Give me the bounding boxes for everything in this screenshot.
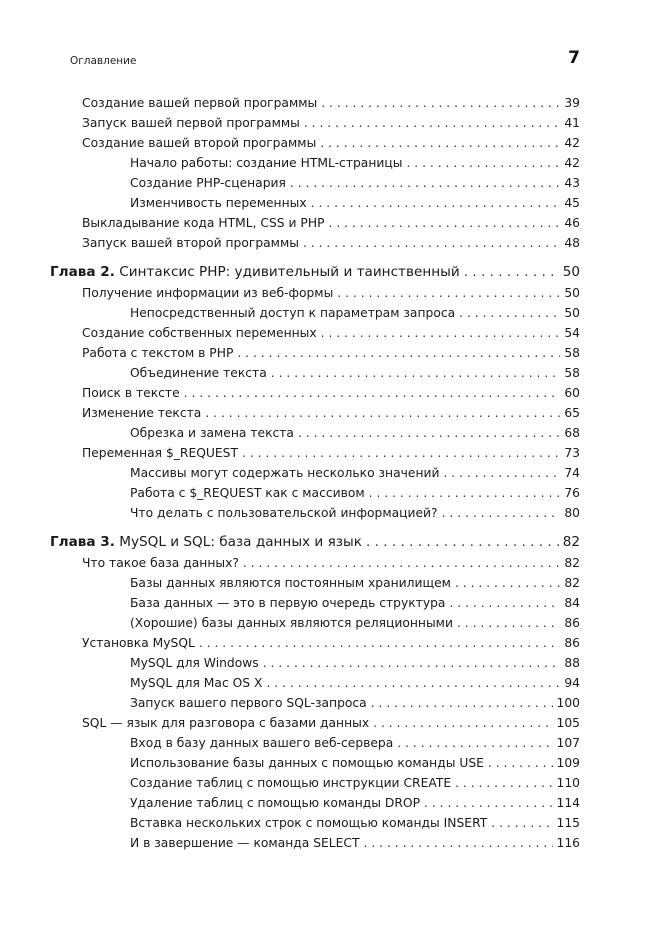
entry-title: Запуск вашего первого SQL-запроса — [130, 693, 371, 713]
entry-title: Что такое база данных? — [82, 553, 243, 573]
entry-title: MySQL для Windows — [130, 653, 263, 673]
entry-page: 86 — [564, 636, 580, 650]
toc-entry[interactable] — [0, 233, 580, 253]
entry-title: Запуск вашей первой программы — [82, 113, 304, 133]
toc-chapter[interactable] — [0, 262, 580, 283]
entry-title: База данных — это в первую очередь структура — [130, 593, 449, 613]
entry-page: 58 — [564, 366, 580, 380]
entry-page: 82 — [564, 556, 580, 570]
dot-leader — [329, 213, 561, 233]
entry-title: Что делать с пользовательской информацией? — [130, 503, 442, 523]
entry-page: 45 — [564, 196, 580, 210]
entry-title: Запуск вашей второй программы — [82, 233, 303, 253]
entry-title: Создание собственных переменных — [82, 323, 321, 343]
toc-entry[interactable] — [0, 283, 580, 303]
toc-subentry[interactable] — [0, 773, 580, 793]
entry-title: Удаление таблиц с помощью команды DROP — [130, 793, 424, 813]
entry-page: 76 — [564, 486, 580, 500]
dot-leader — [406, 153, 560, 173]
entry-title: MySQL для Mac OS X — [130, 673, 266, 693]
entry-page: 73 — [564, 446, 580, 460]
entry-title: Переменная $_REQUEST — [82, 443, 242, 463]
dot-leader — [366, 532, 559, 552]
chapter-name: Синтаксис PHP: удивительный и таинственный — [119, 264, 460, 280]
chapter-label: Глава 2. — [50, 264, 115, 280]
entry-title: Изменение текста — [82, 403, 205, 423]
chapter-title — [50, 532, 366, 552]
toc-subentry[interactable] — [0, 153, 580, 173]
dot-leader — [459, 303, 560, 323]
chapter-name: MySQL и SQL: база данных и язык — [119, 534, 362, 550]
toc-entry[interactable] — [0, 323, 580, 343]
dot-leader — [455, 573, 560, 593]
dot-leader — [321, 93, 560, 113]
toc-entry[interactable] — [0, 403, 580, 423]
toc-subentry[interactable] — [0, 593, 580, 613]
dot-leader — [271, 363, 561, 383]
dot-leader — [491, 813, 552, 833]
chapter-page: 50 — [562, 264, 580, 280]
toc-subentry[interactable] — [0, 693, 580, 713]
entry-page: 80 — [564, 506, 580, 520]
toc-entry[interactable] — [0, 383, 580, 403]
entry-page: 116 — [556, 836, 580, 850]
dot-leader — [424, 793, 552, 813]
dot-leader — [266, 673, 560, 693]
entry-page: 42 — [564, 156, 580, 170]
entry-page: 39 — [564, 96, 580, 110]
dot-leader — [205, 403, 560, 423]
entry-page: 94 — [564, 676, 580, 690]
dot-leader — [199, 633, 560, 653]
toc-subentry[interactable] — [0, 303, 580, 323]
entry-title: Выкладывание кода HTML, CSS и PHP — [82, 213, 329, 233]
entry-page: 107 — [556, 736, 580, 750]
dot-leader — [371, 693, 553, 713]
entry-page: 74 — [564, 466, 580, 480]
dot-leader — [303, 233, 560, 253]
entry-title: Работа с $_REQUEST как с массивом — [130, 483, 369, 503]
entry-title: Работа с текстом в PHP — [82, 343, 237, 363]
toc-entry[interactable] — [0, 113, 580, 133]
entry-page: 50 — [564, 286, 580, 300]
entry-page: 88 — [564, 656, 580, 670]
entry-title: Создание вашей первой программы — [82, 93, 321, 113]
toc-subentry[interactable] — [0, 483, 580, 503]
entry-title: Установка MySQL — [82, 633, 199, 653]
toc-subentry[interactable] — [0, 463, 580, 483]
entry-page: 42 — [564, 136, 580, 150]
dot-leader — [443, 463, 560, 483]
dot-leader — [442, 503, 561, 523]
dot-leader — [242, 443, 560, 463]
entry-page: 110 — [556, 776, 580, 790]
toc-entry[interactable] — [0, 133, 580, 153]
dot-leader — [290, 173, 560, 193]
table-of-contents — [0, 93, 650, 853]
entry-title: SQL — язык для разговора с базами данных — [82, 713, 373, 733]
entry-page: 41 — [564, 116, 580, 130]
entry-title: Объединение текста — [130, 363, 271, 383]
entry-page: 109 — [556, 756, 580, 770]
entry-page: 48 — [564, 236, 580, 250]
dot-leader — [464, 262, 559, 282]
entry-page: 82 — [564, 576, 580, 590]
entry-page: 86 — [564, 616, 580, 630]
entry-title: Обрезка и замена текста — [130, 423, 298, 443]
entry-page: 46 — [564, 216, 580, 230]
toc-subentry[interactable] — [0, 753, 580, 773]
entry-page: 43 — [564, 176, 580, 190]
section-gap — [0, 523, 650, 532]
entry-page: 54 — [564, 326, 580, 340]
dot-leader — [243, 553, 560, 573]
dot-leader — [364, 833, 553, 853]
toc-subentry[interactable] — [0, 173, 580, 193]
toc-entry[interactable] — [0, 713, 580, 733]
entry-title: Изменчивость переменных — [130, 193, 311, 213]
entry-title: Создание вашей второй программы — [82, 133, 320, 153]
dot-leader — [397, 733, 552, 753]
toc-chapter[interactable] — [0, 532, 580, 553]
toc-subentry[interactable] — [0, 833, 580, 853]
dot-leader — [449, 593, 560, 613]
running-head: Оглавление — [70, 55, 137, 67]
entry-page: 58 — [564, 346, 580, 360]
entry-page: 100 — [556, 696, 580, 710]
dot-leader — [369, 483, 561, 503]
entry-title: Создание PHP-сценария — [130, 173, 290, 193]
entry-page: 60 — [564, 386, 580, 400]
entry-title: И в завершение — команда SELECT — [130, 833, 364, 853]
entry-title: Использование базы данных с помощью команды USE — [130, 753, 488, 773]
dot-leader — [237, 343, 560, 363]
toc-entry[interactable] — [0, 633, 580, 653]
dot-leader — [488, 753, 553, 773]
entry-title: (Хорошие) базы данных являются реляционными — [130, 613, 457, 633]
toc-entry[interactable] — [0, 213, 580, 233]
entry-title: Вставка нескольких строк с помощью команды INSERT — [130, 813, 491, 833]
dot-leader — [320, 133, 560, 153]
toc-subentry[interactable] — [0, 503, 580, 523]
toc-subentry[interactable] — [0, 573, 580, 593]
entry-page: 105 — [556, 716, 580, 730]
entry-page: 115 — [556, 816, 580, 830]
dot-leader — [311, 193, 561, 213]
dot-leader — [184, 383, 561, 403]
toc-entry[interactable] — [0, 443, 580, 463]
page-number: 7 — [568, 48, 580, 68]
section-gap — [0, 253, 650, 262]
entry-page: 84 — [564, 596, 580, 610]
toc-subentry[interactable] — [0, 363, 580, 383]
entry-title: Массивы могут содержать несколько значений — [130, 463, 443, 483]
chapter-title — [50, 262, 464, 282]
toc-subentry[interactable] — [0, 423, 580, 443]
dot-leader — [304, 113, 560, 133]
dot-leader — [457, 613, 560, 633]
toc-subentry[interactable] — [0, 733, 580, 753]
dot-leader — [298, 423, 560, 443]
toc-subentry[interactable] — [0, 653, 580, 673]
toc-entry[interactable] — [0, 343, 580, 363]
dot-leader — [337, 283, 560, 303]
entry-page: 50 — [564, 306, 580, 320]
toc-subentry[interactable] — [0, 673, 580, 693]
toc-entry[interactable] — [0, 93, 580, 113]
entry-page: 114 — [556, 796, 580, 810]
toc-entry[interactable] — [0, 553, 580, 573]
dot-leader — [263, 653, 561, 673]
entry-page: 65 — [564, 406, 580, 420]
chapter-page: 82 — [562, 534, 580, 550]
entry-title: Начало работы: создание HTML-страницы — [130, 153, 406, 173]
entry-title: Непосредственный доступ к параметрам запроса — [130, 303, 459, 323]
entry-title: Базы данных являются постоянным хранилищем — [130, 573, 455, 593]
toc-subentry[interactable] — [0, 193, 580, 213]
toc-subentry[interactable] — [0, 813, 580, 833]
dot-leader — [455, 773, 552, 793]
dot-leader — [373, 713, 552, 733]
entry-title: Вход в базу данных вашего веб-сервера — [130, 733, 397, 753]
dot-leader — [321, 323, 561, 343]
toc-subentry[interactable] — [0, 613, 580, 633]
toc-subentry[interactable] — [0, 793, 580, 813]
entry-title: Поиск в тексте — [82, 383, 184, 403]
chapter-label: Глава 3. — [50, 534, 115, 550]
entry-page: 68 — [564, 426, 580, 440]
entry-title: Получение информации из веб-формы — [82, 283, 337, 303]
entry-title: Создание таблиц с помощью инструкции CREATE — [130, 773, 455, 793]
